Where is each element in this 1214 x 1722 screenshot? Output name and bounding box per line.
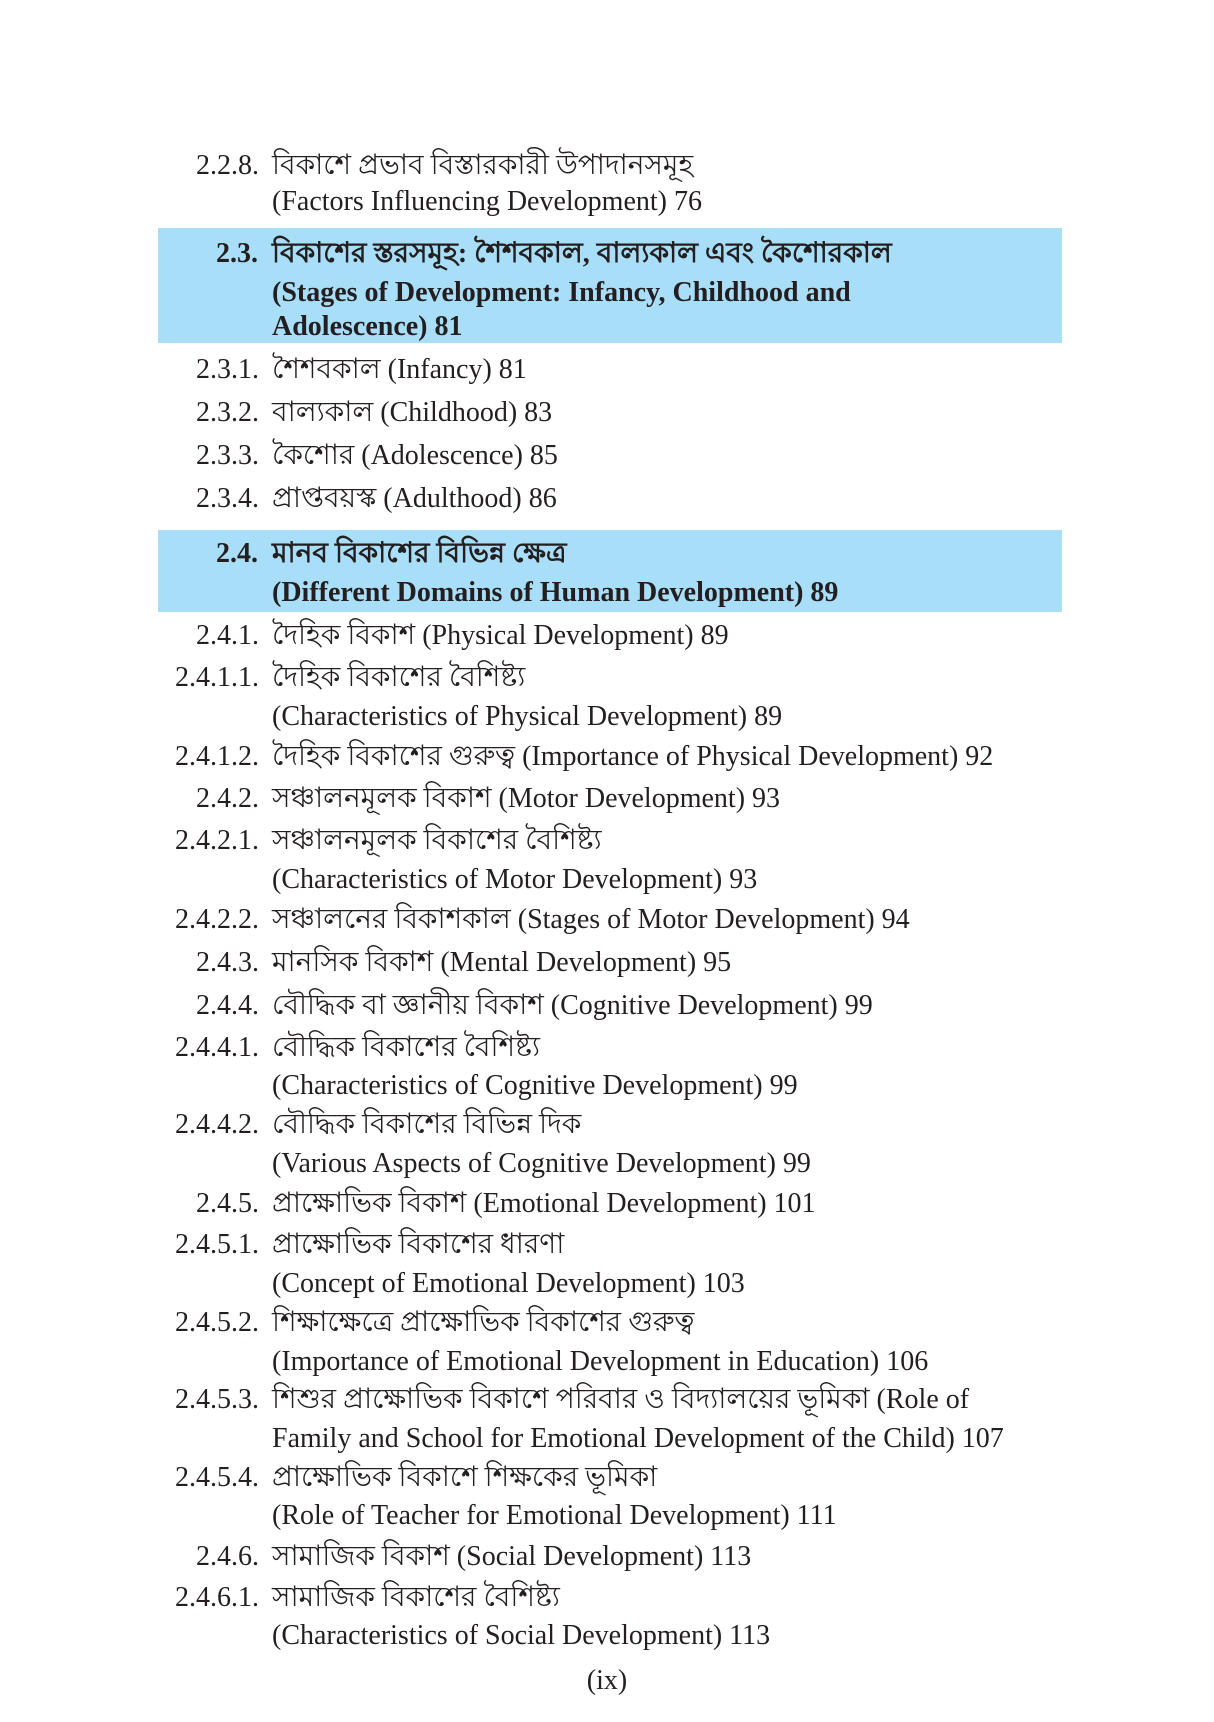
entry-number: 2.4.: [216, 538, 258, 569]
entry-number: 2.4.5.4.: [175, 1462, 259, 1493]
entry-number: 2.4.5.2.: [175, 1307, 259, 1338]
entry-text: (Factors Influencing Development) 76: [272, 186, 702, 217]
entry-text: Adolescence) 81: [272, 311, 463, 342]
entry-text: শিশুর প্রাক্ষোভিক বিকাশে পরিবার ও বিদ্যালয়ের ভূমিকা (Role of: [272, 1384, 970, 1415]
entry-number: 2.3.: [216, 238, 258, 269]
entry-text: (Role of Teacher for Emotional Development) 111: [272, 1500, 837, 1531]
entry-text: শিক্ষাক্ষেত্রে প্রাক্ষোভিক বিকাশের গুরুত্ব: [272, 1307, 695, 1338]
entry-text: সঞ্চালনের বিকাশকাল (Stages of Motor Development) 94: [272, 904, 910, 935]
entry-number: 2.4.4.2.: [175, 1109, 259, 1140]
entry-text: প্রাক্ষোভিক বিকাশে শিক্ষকের ভূমিকা: [272, 1462, 658, 1493]
entry-text: বাল্যকাল (Childhood) 83: [272, 397, 553, 428]
entry-number: 2.4.3.: [196, 947, 259, 978]
entry-text: শৈশবকাল (Infancy) 81: [272, 354, 527, 385]
entry-text: সঞ্চালনমূলক বিকাশের বৈশিষ্ট্য: [272, 825, 602, 856]
entry-text: (Various Aspects of Cognitive Development) 99: [272, 1148, 811, 1179]
entry-text: মানব বিকাশের বিভিন্ন ক্ষেত্র: [272, 538, 567, 569]
entry-number: 2.4.2.1.: [175, 825, 259, 856]
entry-text: (Different Domains of Human Development) 89: [272, 577, 839, 608]
entry-number: 2.3.2.: [196, 397, 259, 428]
entry-text: বৌদ্ধিক বা জ্ঞানীয় বিকাশ (Cognitive Development) 99: [272, 990, 873, 1021]
entry-number: 2.4.5.: [196, 1188, 259, 1219]
entry-text: (Characteristics of Physical Development) 89: [272, 701, 783, 732]
entry-text: প্রাপ্তবয়স্ক (Adulthood) 86: [272, 483, 557, 514]
entry-number: 2.3.3.: [196, 440, 259, 471]
entry-text: (Importance of Emotional Development in Education) 106: [272, 1346, 929, 1377]
entry-text: দৈহিক বিকাশের গুরুত্ব (Importance of Physical Development) 92: [272, 741, 994, 772]
page-number: (ix): [586, 1665, 628, 1696]
entry-text: বৌদ্ধিক বিকাশের বিভিন্ন দিক: [272, 1109, 582, 1140]
entry-text: সঞ্চালনমূলক বিকাশ (Motor Development) 93: [272, 783, 781, 814]
entry-text: (Concept of Emotional Development) 103: [272, 1268, 745, 1299]
entry-number: 2.4.4.1.: [175, 1032, 259, 1063]
entry-text: (Characteristics of Motor Development) 93: [272, 864, 758, 895]
entry-number: 2.4.1.1.: [175, 662, 259, 693]
entry-text: বৌদ্ধিক বিকাশের বৈশিষ্ট্য: [272, 1032, 541, 1063]
entry-number: 2.4.1.: [196, 620, 259, 651]
entry-number: 2.4.2.: [196, 783, 259, 814]
entry-text: বিকাশের স্তরসমূহ: শৈশবকাল, বাল্যকাল এবং কৈশোরকাল: [272, 238, 892, 269]
entry-number: 2.4.2.2.: [175, 904, 259, 935]
entry-number: 2.4.6.: [196, 1541, 259, 1572]
entry-text: বিকাশে প্রভাব বিস্তারকারী উপাদানসমূহ: [272, 150, 694, 181]
entry-text: সামাজিক বিকাশের বৈশিষ্ট্য: [272, 1582, 560, 1613]
entry-text: Family and School for Emotional Development of the Child) 107: [272, 1423, 1004, 1454]
entry-text: প্রাক্ষোভিক বিকাশ (Emotional Development) 101: [272, 1188, 816, 1219]
entry-text: প্রাক্ষোভিক বিকাশের ধারণা: [272, 1229, 565, 1260]
entry-number: 2.4.1.2.: [175, 741, 259, 772]
entry-number: 2.2.8.: [196, 150, 259, 181]
entry-text: (Characteristics of Social Development) 113: [272, 1620, 771, 1651]
entry-number: 2.4.5.1.: [175, 1229, 259, 1260]
entry-text: দৈহিক বিকাশের বৈশিষ্ট্য: [272, 662, 526, 693]
entry-text: সামাজিক বিকাশ (Social Development) 113: [272, 1541, 752, 1572]
entry-number: 2.4.4.: [196, 990, 259, 1021]
entry-number: 2.4.5.3.: [175, 1384, 259, 1415]
entry-text: কৈশোর (Adolescence) 85: [272, 440, 558, 471]
entry-text: দৈহিক বিকাশ (Physical Development) 89: [272, 620, 729, 651]
entry-text: মানসিক বিকাশ (Mental Development) 95: [272, 947, 732, 978]
entry-number: 2.3.1.: [196, 354, 259, 385]
entry-text: (Characteristics of Cognitive Development) 99: [272, 1070, 798, 1101]
entry-number: 2.3.4.: [196, 483, 259, 514]
entry-text: (Stages of Development: Infancy, Childhood and: [272, 277, 851, 308]
entry-number: 2.4.6.1.: [175, 1582, 259, 1613]
